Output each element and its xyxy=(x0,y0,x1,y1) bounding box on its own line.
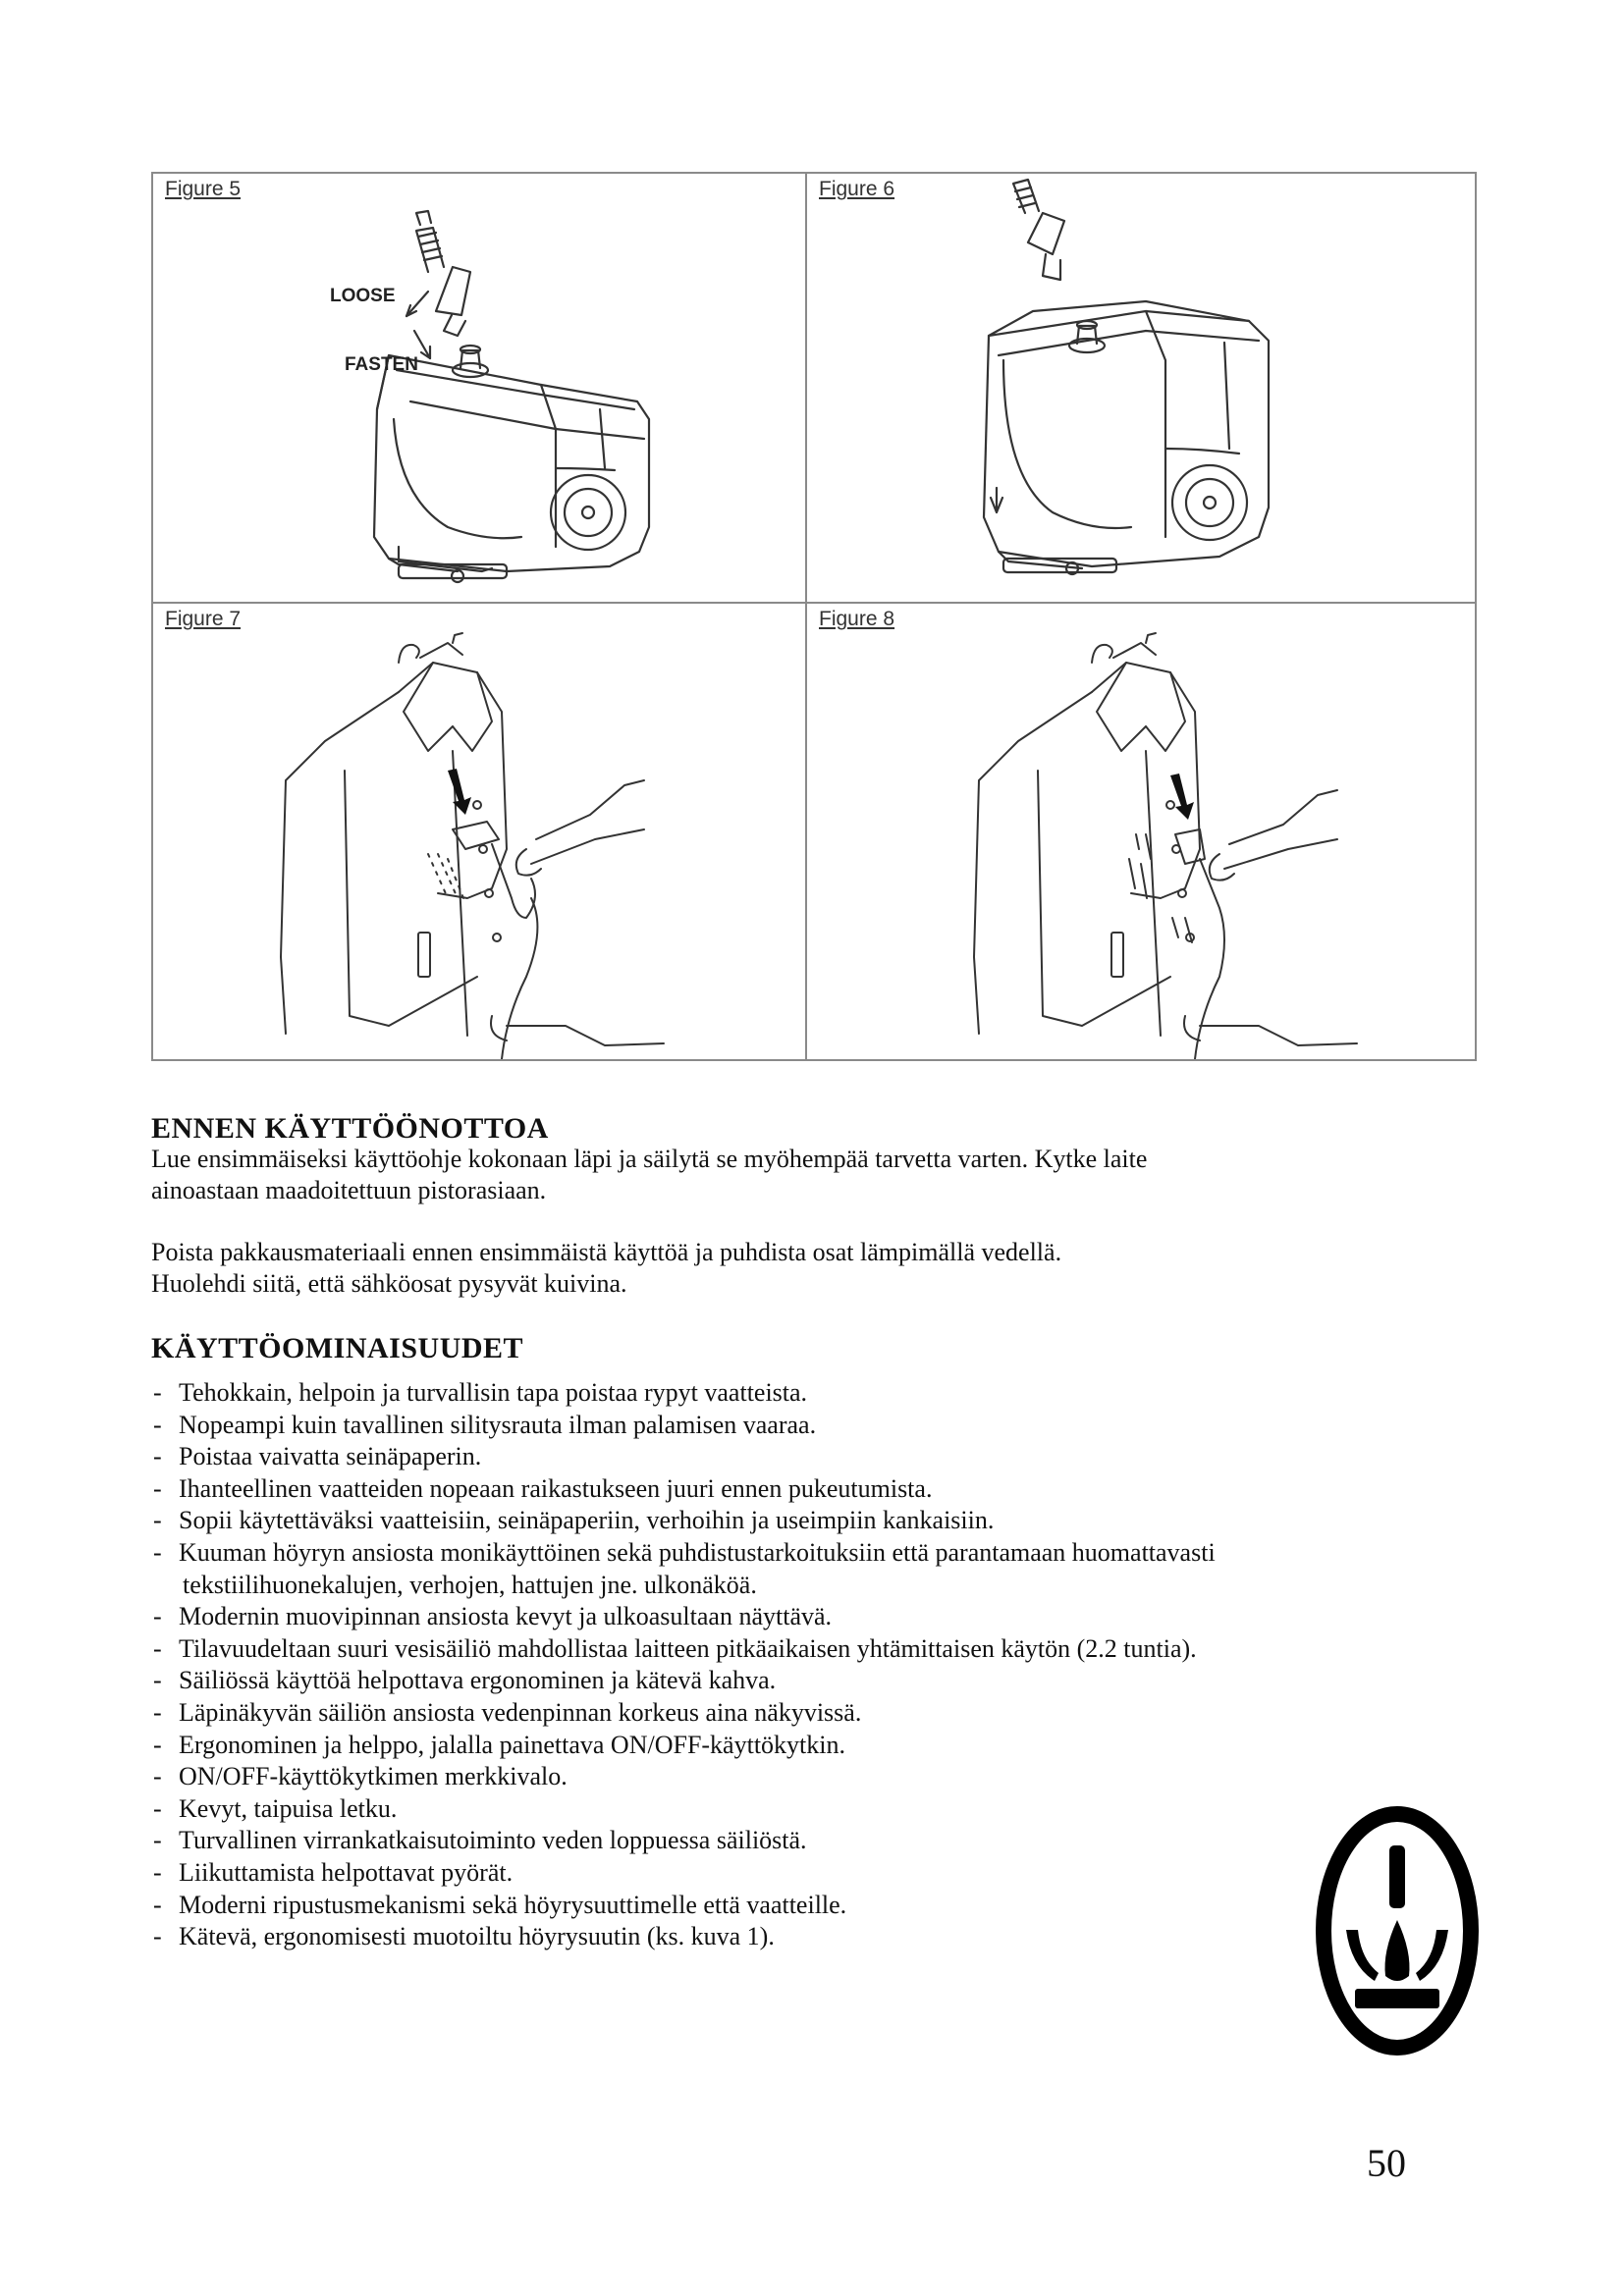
list-item: - Turvallinen virrankatkaisutoiminto veden loppuessa säiliöstä. xyxy=(151,1825,1447,1857)
section-title-before-use: ENNEN KÄYTTÖÖNOTTOA xyxy=(151,1112,549,1145)
figure-6-label: Figure 6 xyxy=(819,178,895,200)
figure-grid xyxy=(151,172,1477,1061)
figure-7-label: Figure 7 xyxy=(165,608,242,630)
text-line: ainoastaan maadoitettuun pistorasiaan. xyxy=(151,1176,547,1204)
list-item-text: Kuuman höyryn ansiosta monikäyttöinen sekä puhdistustarkoituksiin että parantamaan huomattavasti xyxy=(179,1537,1216,1567)
steaming-jacket-illustration xyxy=(153,604,807,1059)
list-item-continuation: tekstiilihuonekalujen, verhojen, hattujen jne. ulkonäköä. xyxy=(183,1570,757,1599)
list-item: - Modernin muovipinnan ansiosta kevyt ja ulkoasultaan näyttävä. xyxy=(151,1601,1447,1633)
features-list xyxy=(151,1377,1447,1953)
list-item: - Ergonominen ja helppo, jalalla painettava ON/OFF-käyttökytkin. xyxy=(151,1730,1447,1762)
list-item: - Kevyt, taipuisa letku. xyxy=(151,1793,1447,1826)
loose-annotation: LOOSE xyxy=(330,286,396,306)
text-line: Lue ensimmäiseksi käyttöohje kokonaan läpi ja säilytä se myöhempää tarvetta varten. Kytke laite xyxy=(151,1145,1148,1173)
unpacking-paragraph xyxy=(151,1237,1428,1300)
steamer-fasten-illustration xyxy=(153,174,807,604)
fasten-annotation: FASTEN xyxy=(345,354,418,375)
steamer-release-illustration xyxy=(807,174,1475,604)
list-item: - Ihanteellinen vaatteiden nopeaan raikastukseen juuri ennen pukeutumista. xyxy=(151,1473,1447,1506)
list-item: - Poistaa vaivatta seinäpaperin. xyxy=(151,1441,1447,1473)
list-item: - Säiliössä käyttöä helpottava ergonominen ja kätevä kahva. xyxy=(151,1665,1447,1697)
text-line: Poista pakkausmateriaali ennen ensimmäistä käyttöä ja puhdista osat lämpimällä vedellä. xyxy=(151,1238,1062,1266)
list-item: - ON/OFF-käyttökytkimen merkkivalo. xyxy=(151,1761,1447,1793)
list-item: - Liikuttamista helpottavat pyörät. xyxy=(151,1857,1447,1890)
steaming-jacket-closeup-illustration xyxy=(807,604,1475,1059)
page-number: 50 xyxy=(1367,2141,1406,2185)
figure-6 xyxy=(807,174,1475,604)
steam-iron-symbol-icon xyxy=(1314,1804,1481,2057)
list-item: - Kätevä, ergonomisesti muotoiltu höyrysuutin (ks. kuva 1). xyxy=(151,1921,1447,1953)
list-item: - Tilavuudeltaan suuri vesisäiliö mahdollistaa laitteen pitkäaikaisen yhtämittaisen käytön (2.2 tuntia). xyxy=(151,1633,1447,1666)
figure-8 xyxy=(807,604,1475,1059)
list-item: - Läpinäkyvän säiliön ansiosta vedenpinnan korkeus aina näkyvissä. xyxy=(151,1697,1447,1730)
intro-paragraph xyxy=(151,1144,1428,1206)
text-line: Huolehdi siitä, että sähköosat pysyvät kuivina. xyxy=(151,1269,627,1298)
list-item xyxy=(151,1537,1447,1601)
section-title-features: KÄYTTÖOMINAISUUDET xyxy=(151,1332,524,1364)
list-item: - Moderni ripustusmekanismi sekä höyrysuuttimelle että vaatteille. xyxy=(151,1890,1447,1922)
list-item: - Nopeampi kuin tavallinen silitysrauta ilman palamisen vaaraa. xyxy=(151,1410,1447,1442)
list-item: - Tehokkain, helpoin ja turvallisin tapa poistaa rypyt vaatteista. xyxy=(151,1377,1447,1410)
figure-5 xyxy=(153,174,807,604)
figure-7 xyxy=(153,604,807,1059)
figure-5-label: Figure 5 xyxy=(165,178,242,200)
figure-8-label: Figure 8 xyxy=(819,608,895,630)
list-item: - Sopii käytettäväksi vaatteisiin, seinäpaperiin, verhoihin ja useimpiin kankaisiin. xyxy=(151,1505,1447,1537)
